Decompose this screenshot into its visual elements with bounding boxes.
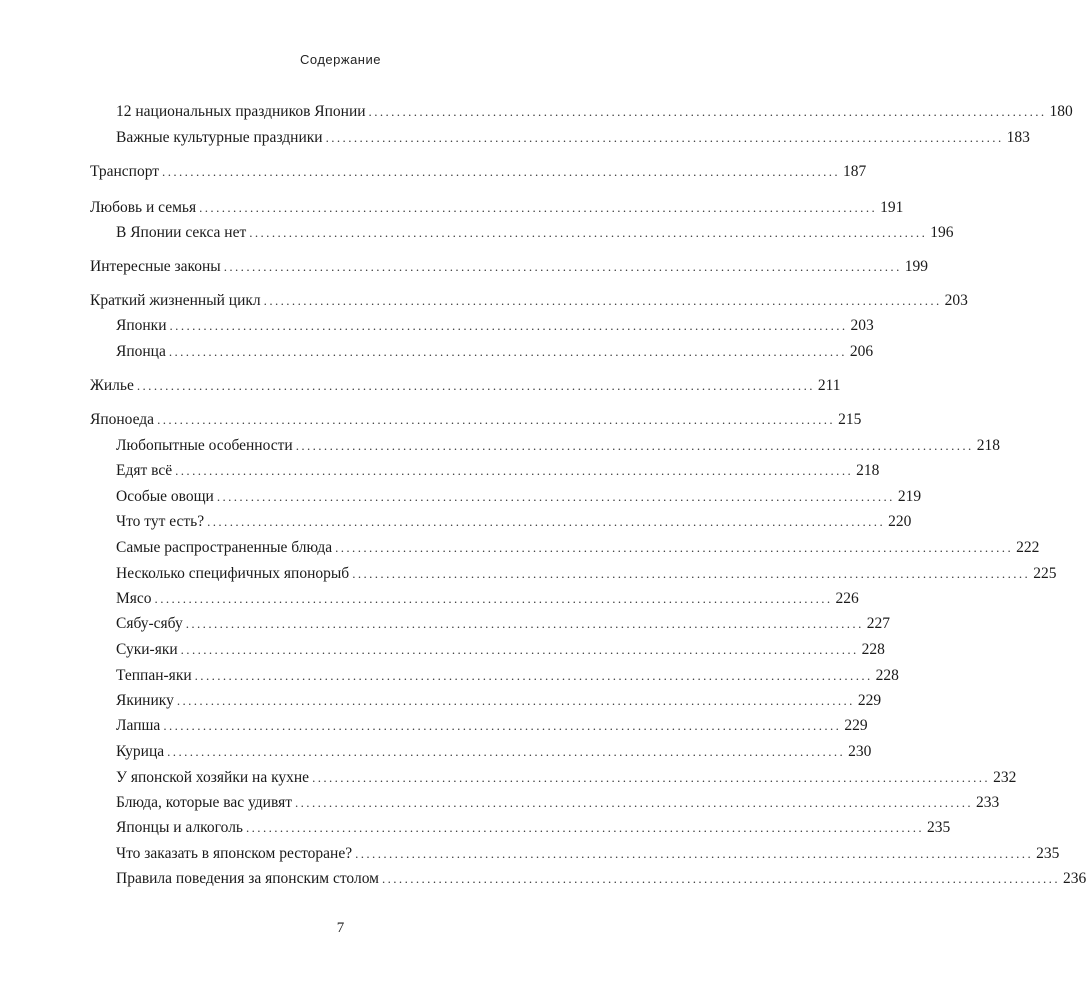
toc-entry bbox=[116, 613, 890, 635]
toc-entry-page: 211 bbox=[817, 377, 841, 394]
toc-entry-page: 235 bbox=[1036, 845, 1060, 862]
toc-entry-page: 183 bbox=[1006, 129, 1030, 146]
toc-entry-title: Несколько специфичных японорыб bbox=[116, 565, 350, 582]
toc-entry-page: 228 bbox=[861, 641, 885, 658]
toc-entry-title: Важные культурные праздники bbox=[116, 129, 323, 146]
dot-leader: ........................................................................................................................ bbox=[246, 820, 924, 835]
toc-entry bbox=[116, 341, 874, 363]
dot-leader: ........................................................................................................................ bbox=[312, 770, 991, 785]
toc-entry-title: Правила поведения за японским столом bbox=[116, 870, 379, 887]
toc-entry-title: Самые распространенные блюда bbox=[116, 539, 333, 556]
dot-leader: ........................................................................................................................ bbox=[325, 130, 1004, 145]
toc-entry bbox=[116, 715, 868, 737]
dot-leader: ........................................................................................................................ bbox=[249, 225, 928, 240]
toc-entry-title: 12 национальных праздников Японии bbox=[116, 103, 366, 120]
dot-leader: ........................................................................................................................ bbox=[163, 718, 842, 733]
dot-leader: ........................................................................................................................ bbox=[355, 846, 1034, 861]
dot-leader: ........................................................................................................................ bbox=[199, 200, 878, 215]
toc-entry-title: Блюда, которые вас удивят bbox=[116, 794, 292, 811]
toc-entry-title: У японской хозяйки на кухне bbox=[116, 769, 310, 786]
toc-entry bbox=[116, 460, 880, 482]
dot-leader: ........................................................................................................................ bbox=[352, 566, 1031, 581]
dot-leader: ........................................................................................................................ bbox=[167, 744, 846, 759]
dot-leader: ........................................................................................................................ bbox=[162, 164, 841, 179]
toc-entry bbox=[116, 741, 872, 763]
toc-entry-page: 233 bbox=[976, 794, 1000, 811]
toc-entry-page: 225 bbox=[1033, 565, 1057, 582]
toc-entry bbox=[116, 665, 899, 687]
toc-entry bbox=[116, 511, 912, 533]
toc-entry-page: 199 bbox=[904, 258, 928, 275]
dot-leader: ........................................................................................................................ bbox=[168, 344, 847, 359]
toc-entry-page: 235 bbox=[927, 819, 951, 836]
running-header: Содержание bbox=[300, 52, 381, 67]
toc-entry-page: 229 bbox=[857, 692, 882, 709]
toc-entry bbox=[116, 315, 874, 337]
toc-entry-page: 222 bbox=[1016, 539, 1040, 556]
toc-entry-page: 227 bbox=[866, 615, 890, 632]
dot-leader: ........................................................................................................................ bbox=[381, 871, 1060, 886]
toc-entry-page: 228 bbox=[875, 667, 899, 684]
toc-entry-page: 191 bbox=[880, 199, 904, 216]
toc-entry-title: Едят всё bbox=[116, 462, 173, 479]
toc-entry bbox=[116, 486, 922, 508]
toc-entry-title: Транспорт bbox=[90, 163, 160, 180]
toc-entry bbox=[116, 843, 1060, 865]
toc-entry-page: 196 bbox=[930, 224, 954, 241]
toc-entry bbox=[116, 127, 1030, 149]
toc-entry-page: 220 bbox=[888, 513, 912, 530]
toc-entry-title: В Японии секса нет bbox=[116, 224, 247, 241]
toc-entry-page: 232 bbox=[993, 769, 1017, 786]
toc-entry-title: Курица bbox=[116, 743, 165, 760]
dot-leader: ........................................................................................................................ bbox=[368, 104, 1047, 119]
toc-entry-title: Любопытные особенности bbox=[116, 437, 293, 454]
toc-entry-title: Лапша bbox=[116, 717, 161, 734]
toc-entry bbox=[116, 639, 885, 661]
toc-entry-page: 218 bbox=[856, 462, 880, 479]
toc-entry bbox=[116, 868, 1086, 890]
toc-entry bbox=[90, 197, 904, 219]
toc-entry-page: 180 bbox=[1049, 103, 1073, 120]
dot-leader: ........................................................................................................................ bbox=[185, 616, 864, 631]
toc-entry-page: 206 bbox=[849, 343, 874, 360]
toc-entry bbox=[116, 767, 1017, 789]
toc-entry-title: Что тут есть? bbox=[116, 513, 205, 530]
toc-entry bbox=[116, 222, 954, 244]
toc-entry bbox=[116, 817, 951, 839]
toc-entry-title: Что заказать в японском ресторане? bbox=[116, 845, 353, 862]
dot-leader: ........................................................................................................................ bbox=[216, 489, 895, 504]
toc-entry-title: Японоеда bbox=[90, 411, 155, 428]
toc-entry-title: Суки-яки bbox=[116, 641, 178, 658]
toc-entry-title: Краткий жизненный цикл bbox=[90, 292, 261, 309]
toc-entry bbox=[90, 409, 862, 431]
toc-entry bbox=[90, 375, 841, 397]
page-number: 7 bbox=[336, 920, 345, 936]
toc-entry-page: 226 bbox=[835, 590, 859, 607]
toc-entry-title: Особые овощи bbox=[116, 488, 214, 505]
dot-leader: ........................................................................................................................ bbox=[169, 318, 848, 333]
toc-entry bbox=[116, 690, 882, 712]
toc-entry-page: 236 bbox=[1062, 870, 1086, 887]
dot-leader: ........................................................................................................................ bbox=[295, 795, 973, 810]
toc-entry-title: Японца bbox=[116, 343, 166, 360]
toc-entry-title: Японки bbox=[116, 317, 167, 334]
toc-entry-page: 229 bbox=[844, 717, 868, 734]
toc-entry-page: 203 bbox=[850, 317, 874, 334]
toc-entry-title: Сябу-сябу bbox=[116, 615, 183, 632]
toc-entry bbox=[116, 537, 1040, 559]
toc-entry-title: Жилье bbox=[90, 377, 134, 394]
toc-entry-page: 203 bbox=[944, 292, 968, 309]
toc-entry bbox=[116, 563, 1057, 585]
toc-entry-page: 218 bbox=[976, 437, 1000, 454]
toc-entry-page: 219 bbox=[897, 488, 922, 505]
toc-entry-title: Интересные законы bbox=[90, 258, 221, 275]
toc-entry-title: Любовь и семья bbox=[90, 199, 197, 216]
toc-entry-title: Якинику bbox=[116, 692, 174, 709]
toc-entry-page: 187 bbox=[843, 163, 867, 180]
dot-leader: ........................................................................................................................ bbox=[223, 259, 902, 274]
toc-entry-title: Японцы и алкоголь bbox=[116, 819, 243, 836]
dot-leader: ........................................................................................................................ bbox=[335, 540, 1014, 555]
toc-entry bbox=[116, 435, 1000, 457]
dot-leader: ........................................................................................................................ bbox=[180, 642, 859, 657]
dot-leader: ........................................................................................................................ bbox=[154, 591, 833, 606]
dot-leader: ........................................................................................................................ bbox=[136, 378, 815, 393]
toc-entry bbox=[116, 588, 859, 610]
dot-leader: ........................................................................................................................ bbox=[157, 412, 836, 427]
dot-leader: ........................................................................................................................ bbox=[194, 668, 873, 683]
toc-entry-page: 215 bbox=[838, 411, 862, 428]
dot-leader: ........................................................................................................................ bbox=[263, 293, 942, 308]
dot-leader: ........................................................................................................................ bbox=[295, 438, 974, 453]
toc-entry bbox=[116, 792, 1000, 814]
dot-leader: ........................................................................................................................ bbox=[207, 514, 886, 529]
dot-leader: ........................................................................................................................ bbox=[176, 693, 855, 708]
toc-entry-title: Теппан-яки bbox=[116, 667, 192, 684]
toc-entry bbox=[116, 101, 1073, 123]
toc-entry-title: Мясо bbox=[116, 590, 152, 607]
dot-leader: ........................................................................................................................ bbox=[175, 463, 854, 478]
toc-entry bbox=[90, 161, 867, 183]
toc-entry-page: 230 bbox=[848, 743, 872, 760]
toc-entry bbox=[90, 256, 928, 278]
toc-entry bbox=[90, 290, 968, 312]
